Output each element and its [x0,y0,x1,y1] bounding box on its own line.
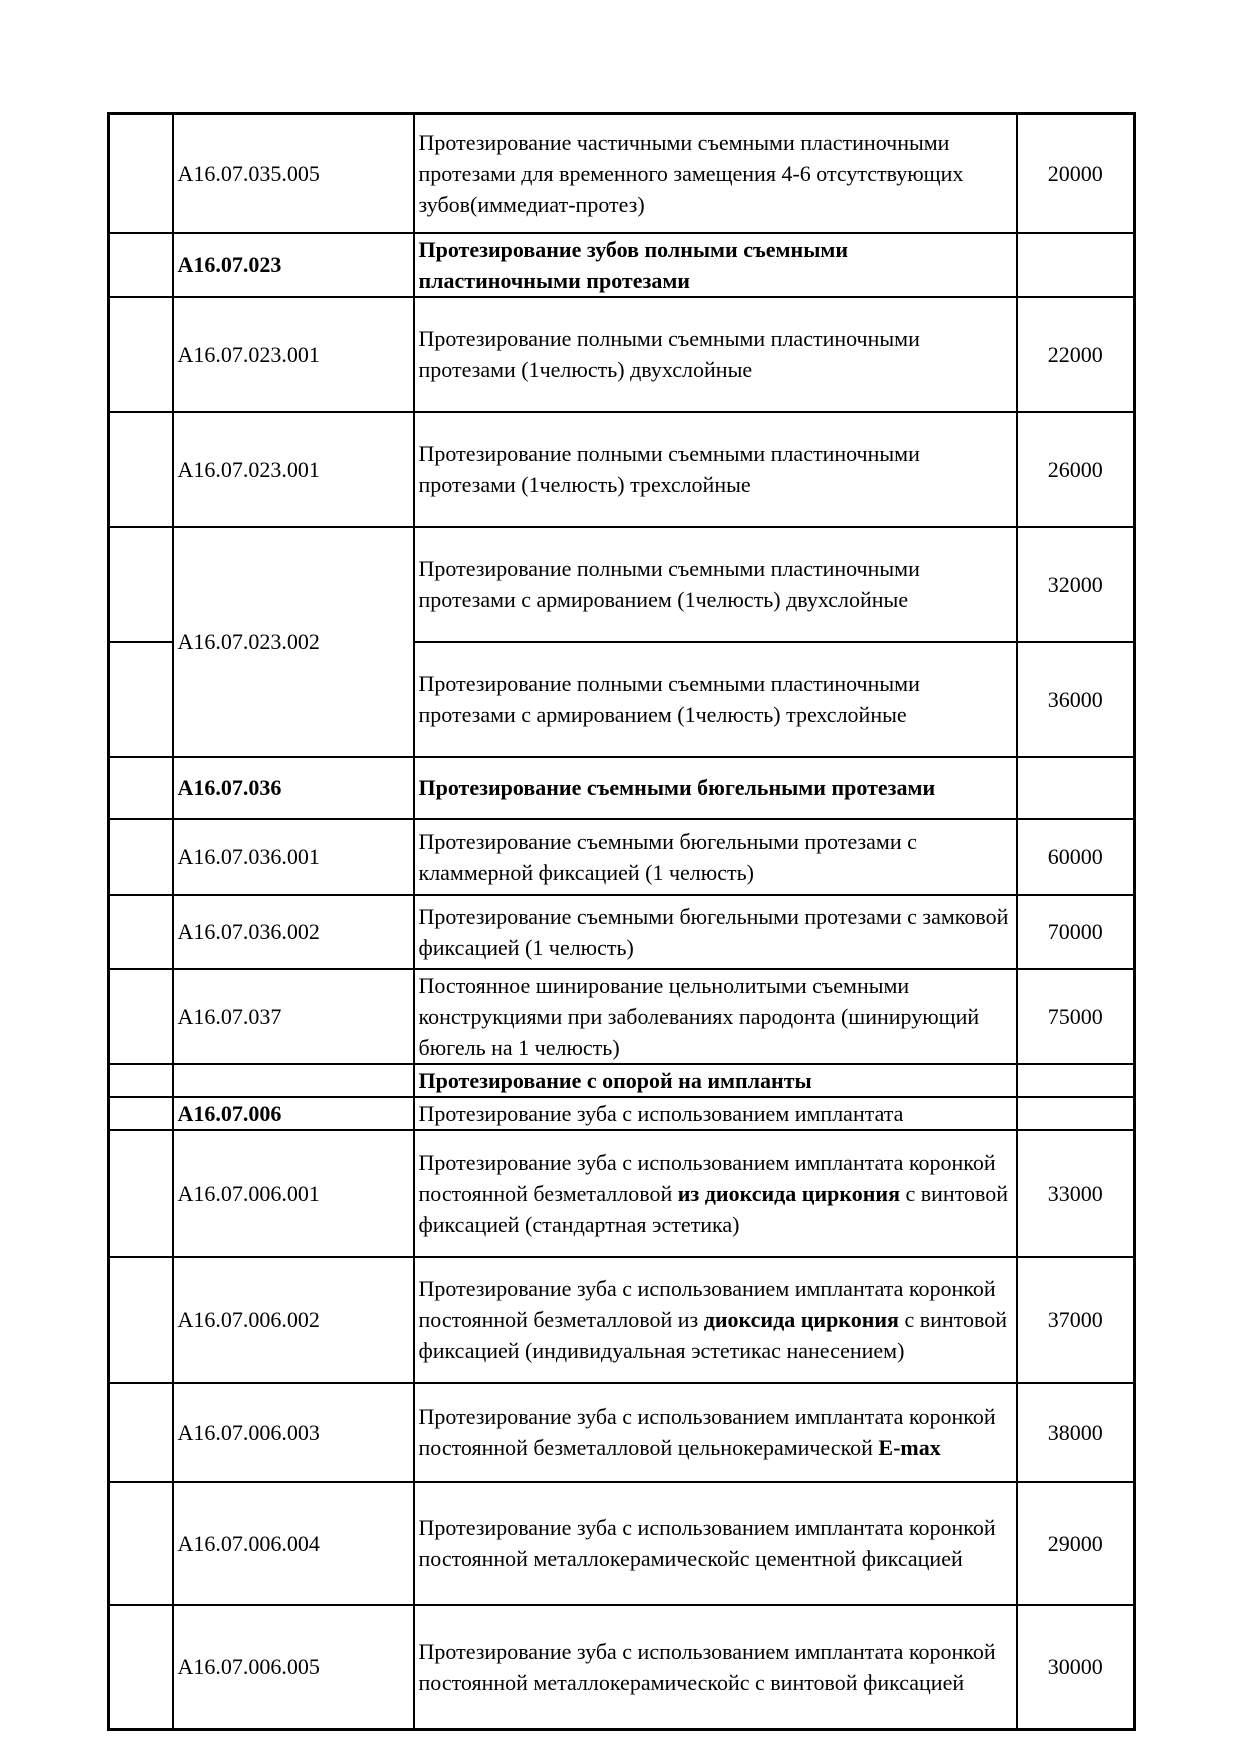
service-price: 30000 [1017,1605,1135,1730]
service-price: 33000 [1017,1130,1135,1257]
service-code: A16.07.006.005 [173,1605,414,1730]
section-row [109,1097,1135,1130]
number-cell [109,757,173,819]
number-cell [109,114,173,233]
table-row [109,895,1135,969]
service-price [1017,233,1135,297]
service-name: Протезирование зуба с использованием имплантата коронкой постоянной металлокерамическойс цементной фиксацией [414,1482,1017,1605]
table-row [109,297,1135,412]
service-name: Протезирование полными съемными пластиночными протезами (1челюсть) двухслойные [414,297,1017,412]
number-cell [109,1257,173,1383]
service-price [1017,1097,1135,1130]
name-part: Протезирование зуба с использованием имплантата коронкой постоянной безметалловой из [418,1276,996,1332]
service-code: A16.07.036.001 [173,819,414,895]
service-code: A16.07.006.002 [173,1257,414,1383]
service-price: 75000 [1017,969,1135,1064]
number-cell [109,1383,173,1482]
section-code [173,1064,414,1097]
table-row [109,1482,1135,1605]
number-cell [109,233,173,297]
section-row [109,233,1135,297]
service-name: Протезирование съемными бюгельными протезами с кламмерной фиксацией (1 челюсть) [414,819,1017,895]
service-name [414,1383,1017,1482]
table-row [109,819,1135,895]
table-row [109,1130,1135,1257]
table-row [109,1383,1135,1482]
service-price: 22000 [1017,297,1135,412]
service-price: 37000 [1017,1257,1135,1383]
service-name: Постоянное шинирование цельнолитыми съемными конструкциями при заболеваниях пародонта (шинирующий бюгель на 1 челюсть) [414,969,1017,1064]
table-row [109,114,1135,233]
service-name: Протезирование зуба с использованием имплантата [414,1097,1017,1130]
number-cell [109,297,173,412]
service-code: A16.07.023.001 [173,297,414,412]
name-part-bold: из диоксида циркония [677,1180,900,1206]
service-code: A16.07.006.001 [173,1130,414,1257]
table-row [109,412,1135,527]
number-cell [109,819,173,895]
service-price: 38000 [1017,1383,1135,1482]
service-price: 60000 [1017,819,1135,895]
number-cell [109,969,173,1064]
service-code: A16.07.035.005 [173,114,414,233]
service-name: Протезирование съемными бюгельными протезами с замковой фиксацией (1 челюсть) [414,895,1017,969]
table-row [109,1257,1135,1383]
section-title: Протезирование с опорой на импланты [414,1064,1017,1097]
section-code: A16.07.023 [173,233,414,297]
service-code: A16.07.023.002 [173,527,414,757]
number-cell [109,895,173,969]
number-cell [109,1482,173,1605]
price-table [107,112,1136,1731]
service-code: A16.07.036.002 [173,895,414,969]
number-cell [109,527,173,642]
service-price: 20000 [1017,114,1135,233]
name-part-bold: E-max [878,1435,941,1460]
service-name [414,1257,1017,1383]
service-code: A16.07.023.001 [173,412,414,527]
service-name: Протезирование полными съемными пластиночными протезами с армированием (1челюсть) двухслойные [414,527,1017,642]
table-row [109,527,1135,642]
service-price: 29000 [1017,1482,1135,1605]
section-title: Протезирование съемными бюгельными протезами [414,757,1017,819]
number-cell [109,412,173,527]
section-title: Протезирование зубов полными съемными пластиночными протезами [414,233,1017,297]
service-price [1017,1064,1135,1097]
number-cell [109,1064,173,1097]
service-price: 26000 [1017,412,1135,527]
service-name: Протезирование полными съемными пластиночными протезами с армированием (1челюсть) трехслойные [414,642,1017,757]
service-price: 32000 [1017,527,1135,642]
service-price: 70000 [1017,895,1135,969]
name-part: Протезирование зуба с использованием имплантата коронкой постоянной безметалловой цельнокерамической [418,1404,996,1460]
service-code: A16.07.037 [173,969,414,1064]
table-row [109,1605,1135,1730]
number-cell [109,1130,173,1257]
name-part: Протезирование зуба с использованием имплантата коронкой постоянной безметалловой [418,1149,996,1206]
section-row [109,1064,1135,1097]
service-name: Протезирование частичными съемными пластиночными протезами для временного замещения 4-6 отсутствующих зубов(иммедиат-протез) [414,114,1017,233]
service-code: A16.07.006.003 [173,1383,414,1482]
number-cell [109,1097,173,1130]
section-code: A16.07.006 [173,1097,414,1130]
number-cell [109,1605,173,1730]
service-price: 36000 [1017,642,1135,757]
name-part: с винтовой фиксацией (индивидуальная эстетикас нанесением) [418,1307,1007,1363]
section-row [109,757,1135,819]
service-name: Протезирование полными съемными пластиночными протезами (1челюсть) трехслойные [414,412,1017,527]
service-price [1017,757,1135,819]
service-code: A16.07.006.004 [173,1482,414,1605]
name-part: с винтовой фиксацией (стандартная эстетика) [418,1180,1009,1237]
name-part-bold: диоксида циркония [703,1307,899,1332]
number-cell [109,642,173,757]
service-name: Протезирование зуба с использованием имплантата коронкой постоянной металлокерамическойс с винтовой фиксацией [414,1605,1017,1730]
table-row [109,969,1135,1064]
section-code: A16.07.036 [173,757,414,819]
service-name [414,1130,1017,1257]
